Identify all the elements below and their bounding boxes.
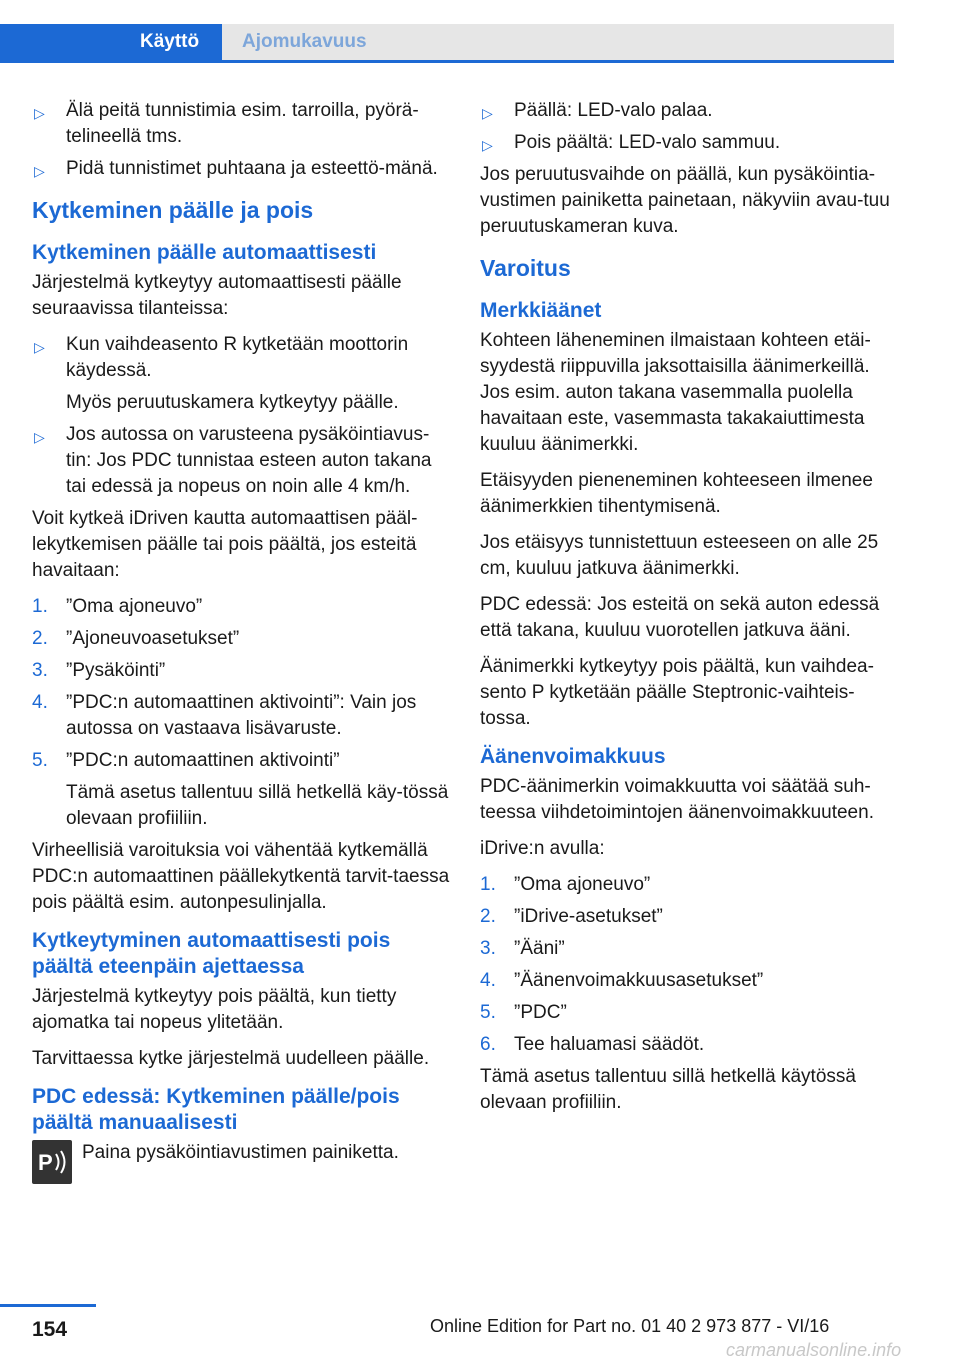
- header-divider: [0, 60, 894, 63]
- bullet-item: ▷ Älä peitä tunnistimia esim. tarroilla, pyörä-telineellä tms.: [34, 100, 419, 147]
- bullet-item: ▷ Pidä tunnistimet puhtaana ja esteettö-mänä.: [32, 156, 450, 182]
- paragraph-auto-on: Järjestelmä kytkeytyy automaattisesti päälle seuraavissa tilanteissa:: [32, 272, 402, 319]
- page-number: 154: [32, 1318, 68, 1341]
- bullet-triangle-icon: ▷: [34, 163, 45, 179]
- list-item: 4. ”PDC:n automaattinen aktivointi”: Vain jos autossa on vastaava lisävaruste.: [32, 692, 417, 739]
- list-item: 3. ”Pysäköinti”: [32, 660, 166, 681]
- list-item: 1. ”Oma ajoneuvo”: [480, 874, 651, 895]
- list-item: 2. ”iDrive-asetukset”: [480, 906, 663, 927]
- paragraph-camera: Jos peruutusvaihde on päällä, kun pysäköintia-vustimen painiketta painetaan, näkyviin avau-tuu peruutuskameran kuva.: [480, 164, 890, 237]
- bullet-triangle-icon: ▷: [34, 105, 45, 121]
- heading-manual: PDC edessä: Kytkeminen päälle/pois päältä manuaalisesti: [32, 1085, 400, 1134]
- list-item: 3. ”Ääni”: [480, 938, 565, 959]
- heading-auto-on: Kytkeminen päälle automaattisesti: [32, 241, 377, 264]
- heading-auto-off: Kytkeytyminen automaattisesti pois päältä eteenpäin ajettaessa: [32, 929, 391, 978]
- bullet-triangle-icon: ▷: [34, 429, 45, 445]
- bullet-triangle-icon: ▷: [34, 339, 45, 355]
- bullet-item: ▷ Jos autossa on varusteena pysäköintiavus-tin: Jos PDC tunnistaa esteen auton takana tai edessä ja nopeus on noin alle 4 km/h.: [34, 424, 432, 497]
- heading-signals: Merkkiäänet: [480, 299, 602, 322]
- paragraph-volume: PDC-äänimerkin voimakkuutta voi säätää suh-teessa viihdetoimintojen äänenvoimakkuuteen.: [480, 776, 874, 823]
- bullet-sub-text: Myös peruutuskamera kytkeytyy päälle.: [66, 392, 399, 413]
- parking-assist-button-icon: [32, 1140, 72, 1184]
- bullet-item: ▷ Päällä: LED-valo palaa.: [480, 98, 898, 124]
- list-item: 6. Tee haluamasi säädöt.: [480, 1034, 705, 1055]
- section-tab-ajomukavuus: Ajomukavuus: [222, 24, 894, 60]
- heading-on-off: Kytkeminen päälle ja pois: [32, 197, 314, 223]
- list-item: 4. ”Äänenvoimakkuusasetukset”: [480, 970, 764, 991]
- heading-volume: Äänenvoimakkuus: [480, 745, 666, 768]
- paragraph-signals-3: Jos etäisyys tunnistettuun esteeseen on alle 25 cm, kuuluu jatkuva äänimerkki.: [480, 532, 879, 579]
- bullet-triangle-icon: ▷: [482, 105, 493, 121]
- watermark: carmanualsonline.info: [726, 1340, 902, 1360]
- edition-text: Online Edition for Part no. 01 40 2 973 877 - VI/16: [430, 1316, 830, 1336]
- paragraph-signals-4: PDC edessä: Jos esteitä on sekä auton edessä että takana, kuuluu vuorotellen jatkuva ääni.: [480, 594, 880, 641]
- paragraph-false-warnings: Virheellisiä varoituksia voi vähentää kytkemällä PDC:n automaattinen päällekytkentä tarvit-taessa pois päältä esim. autonpesulinjalla.: [32, 840, 450, 913]
- paragraph-saved: Tämä asetus tallentuu sillä hetkellä käytössä olevaan profiiliin.: [480, 1066, 856, 1113]
- paragraph-idrive: iDrive:n avulla:: [480, 838, 605, 859]
- paragraph-signals-5: Äänimerkki kytkeytyy pois päältä, kun vaihdea-sento P kytketään päälle Steptronic-vaihteis-tossa.: [480, 656, 874, 729]
- page-header: [0, 0, 960, 62]
- heading-warning: Varoitus: [480, 255, 571, 281]
- right-column: [480, 98, 898, 1126]
- list-item: 1. ”Oma ajoneuvo”: [32, 596, 203, 617]
- bullet-item: ▷ Pois päältä: LED-valo sammuu.: [480, 130, 898, 156]
- list-sub-text: Tämä asetus tallentuu sillä hetkellä käy-tössä olevaan profiiliin.: [66, 782, 449, 829]
- list-item: 5. ”PDC”: [480, 1002, 567, 1023]
- section-tab-kaytto: Käyttö: [0, 24, 222, 60]
- paragraph-signals-1: Kohteen läheneminen ilmaistaan kohteen etäi-syydestä riippuvilla jaksottaisilla äänimerkeillä. Jos esim. auton takana vasemmalla puolella havaitaan este, vasemmasta takakaiuttimesta kuuluu äänimerkki.: [480, 330, 871, 455]
- left-column: [32, 98, 450, 1184]
- paragraph-idrive: Voit kytkeä iDriven kautta automaattisen pääl-lekytkemisen päälle tai pois päältä, jos esteitä havaitaan:: [32, 508, 418, 581]
- footer-divider: [0, 1304, 96, 1307]
- list-item: 2. ”Ajoneuvoasetukset”: [32, 628, 240, 649]
- paragraph-signals-2: Etäisyyden pieneneminen kohteeseen ilmenee äänimerkkien tihentymisenä.: [480, 470, 873, 517]
- bullet-item: ▷ Kun vaihdeasento R kytketään moottorin käydessä.: [34, 334, 409, 381]
- pdc-instruction: P Paina pysäköintiavustimen painiketta.: [32, 1140, 450, 1184]
- paragraph-auto-off: Järjestelmä kytkeytyy pois päältä, kun tietty ajomatka tai nopeus ylitetään.: [32, 986, 397, 1033]
- list-item: 5. ”PDC:n automaattinen aktivointi”: [32, 750, 340, 771]
- paragraph-reenable: Tarvittaessa kytke järjestelmä uudelleen päälle.: [32, 1048, 430, 1069]
- svg-text:P: P: [38, 1150, 53, 1175]
- bullet-triangle-icon: ▷: [482, 137, 493, 153]
